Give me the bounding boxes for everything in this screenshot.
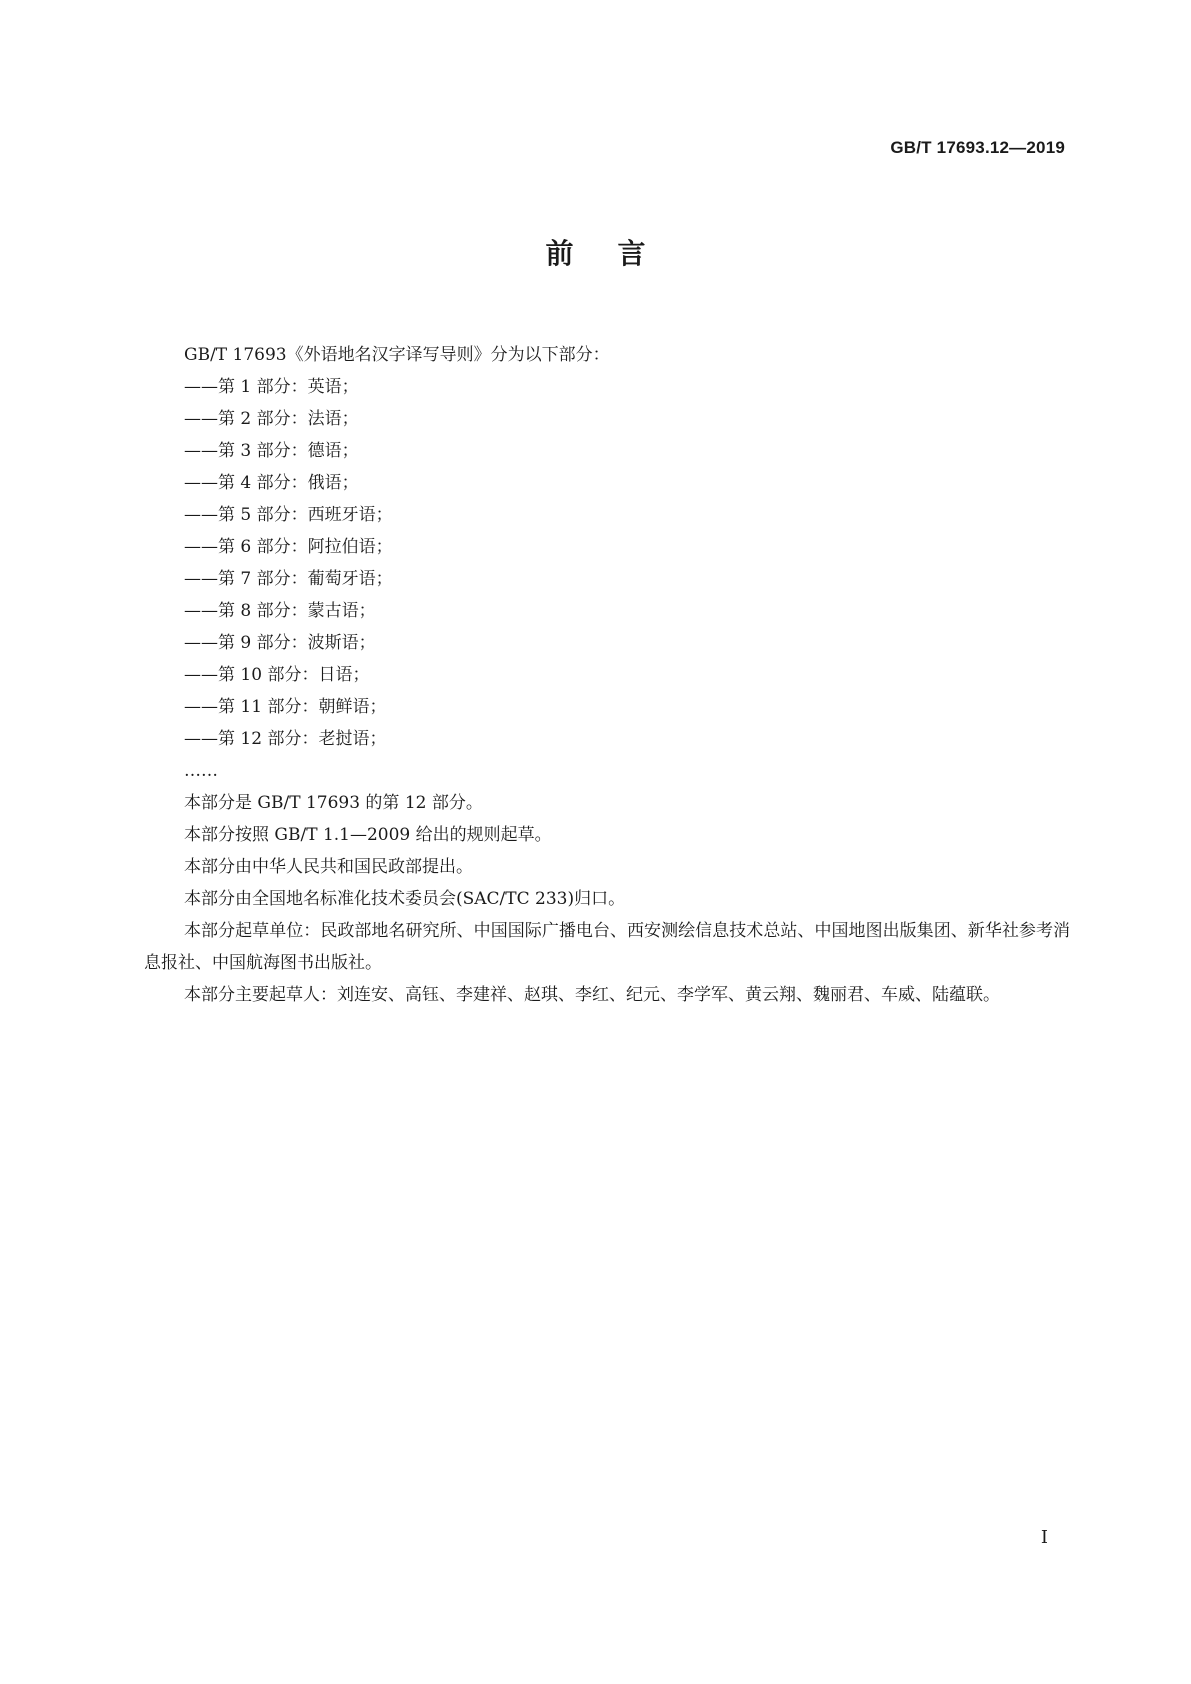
intro-paragraph: GB/T 17693《外语地名汉字译写导则》分为以下部分： [184, 345, 610, 365]
part-list-item: ——第 11 部分：朝鲜语； [184, 697, 387, 717]
part-list-item: ——第 9 部分：波斯语； [184, 633, 376, 653]
standard-code: GB/T 17693.12—2019 [890, 138, 1065, 157]
part-list-item: ——第 12 部分：老挝语； [184, 729, 387, 749]
proposed-by-statement: 本部分由中华人民共和国民政部提出。 [184, 857, 473, 877]
part-list-item: ——第 7 部分：葡萄牙语； [184, 569, 393, 589]
list-ellipsis: …… [184, 761, 218, 781]
part-list-item: ——第 10 部分：日语； [184, 665, 370, 685]
drafting-units-statement: 本部分起草单位：民政部地名研究所、中国国际广播电台、西安测绘信息技术总站、中国地图出版集团、新华社参考消息报社、中国航海图书出版社。 [144, 921, 1070, 973]
part-list-item: ——第 5 部分：西班牙语； [184, 505, 393, 525]
part-list-item: ——第 1 部分：英语； [184, 377, 359, 397]
managed-by-statement: 本部分由全国地名标准化技术委员会(SAC/TC 233)归口。 [184, 889, 626, 909]
part-list-item: ——第 8 部分：蒙古语； [184, 601, 376, 621]
drafters-statement: 本部分主要起草人：刘连安、高钰、李建祥、赵琪、李红、纪元、李学军、黄云翔、魏丽君、车威、陆蕴联。 [184, 985, 1000, 1005]
foreword-body [144, 339, 1070, 1011]
drafting-rules-statement: 本部分按照 GB/T 1.1—2009 给出的规则起草。 [184, 825, 552, 845]
part-list-item: ——第 4 部分：俄语； [184, 473, 359, 493]
part-list-item: ——第 2 部分：法语； [184, 409, 359, 429]
part-of-statement: 本部分是 GB/T 17693 的第 12 部分。 [184, 793, 483, 813]
page-title: 前言 [545, 237, 690, 270]
page-number: I [1040, 1527, 1048, 1548]
part-list-item: ——第 6 部分：阿拉伯语； [184, 537, 393, 557]
part-list-item: ——第 3 部分：德语； [184, 441, 359, 461]
